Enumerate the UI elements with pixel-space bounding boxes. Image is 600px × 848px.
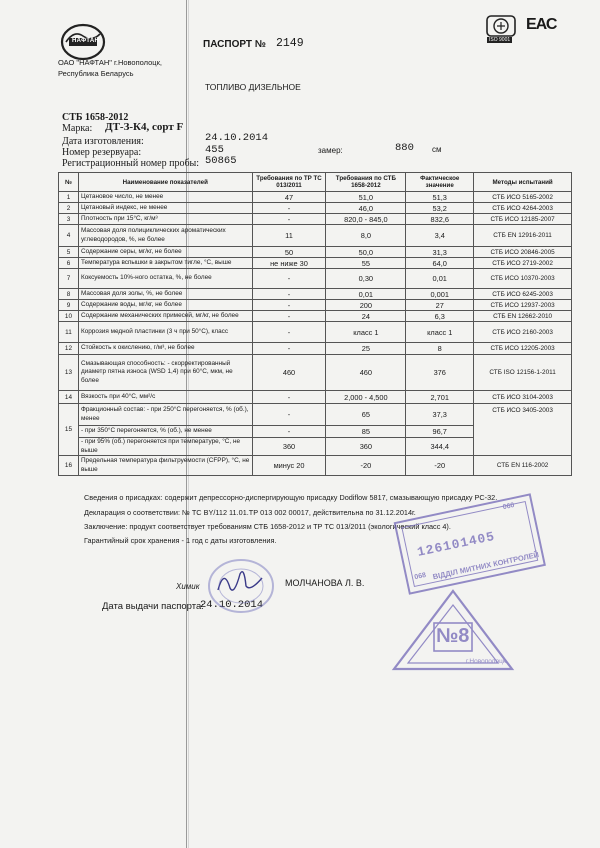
table-row [59, 192, 572, 203]
row-fact: -20 [406, 456, 474, 476]
row-method: СТБ EN 116-2002 [474, 456, 572, 476]
row-stb: 8,0 [326, 225, 406, 247]
row-stb: 50,0 [326, 247, 406, 258]
stamp-dept-name: ВІДДІЛ МИТНИХ КОНТРОЛЕЙ [431, 549, 540, 582]
reg-label: Регистрационный номер пробы: [62, 158, 200, 169]
passport-label: ПАСПОРТ № [203, 39, 266, 50]
row-tr: - [252, 300, 326, 311]
row-fact: 64,0 [406, 258, 474, 269]
row-method: СТБ ИСО 12185-2007 [474, 214, 572, 225]
row-stb: 460 [326, 355, 406, 391]
row-stb: 65 [326, 404, 406, 426]
row-tr: - [252, 343, 326, 355]
col-header-number: № [59, 173, 79, 192]
measure-unit: см [432, 145, 442, 154]
row-name: Цетановое число, не менее [78, 192, 252, 203]
row-name: Содержание серы, мг/кг, не более [78, 247, 252, 258]
row-fact: 376 [406, 355, 474, 391]
note-conclusion: Заключение: продукт соответствует требованиям СТБ 1658-2012 и ТР ТС 013/2011 (экологический класс 4). [84, 522, 451, 531]
row-stb: 0,01 [326, 289, 406, 300]
company-country: Республика Беларусь [58, 69, 134, 78]
issue-date-label: Дата выдачи паспорта: [102, 601, 204, 612]
col-header-fact: Фактическое значение [406, 173, 474, 192]
row-fact: 31,3 [406, 247, 474, 258]
row-tr: - [252, 311, 326, 322]
row-name: Фракционный состав: - при 250°С перегоняется, % (об.), менее [78, 404, 252, 426]
row-tr: - [252, 269, 326, 289]
row-tr: - [252, 404, 326, 426]
stamp-dept-code: 060 [502, 501, 516, 512]
brand-label: Марка: [62, 123, 93, 134]
note-declaration: Декларация о соответствии: № ТС BY/112 11.01.ТР 013 002 00017, действительна по 31.12.2014г. [84, 508, 416, 517]
row-fact: 0,01 [406, 269, 474, 289]
row-stb: -20 [326, 456, 406, 476]
stamp-city: г.Новополоцк [466, 658, 506, 665]
row-stb: 820,0 - 845,0 [326, 214, 406, 225]
iso-certification-mark [485, 14, 517, 44]
row-tr: - [252, 203, 326, 214]
table-row [59, 300, 572, 311]
row-stb: 25 [326, 343, 406, 355]
row-name: Стойкость к окислению, г/м³, не более [78, 343, 252, 355]
row-stb: 24 [326, 311, 406, 322]
row-method: СТБ ИСО 2719-2002 [474, 258, 572, 269]
row-number: 6 [59, 258, 79, 269]
row-name: Предельная температура фильтруемости (CFPP), °С, не выше [78, 456, 252, 476]
row-name: Коррозия медной пластинки (3 ч при 50°С), класс [78, 322, 252, 343]
tank-value: 455 [205, 144, 224, 156]
row-tr: 50 [252, 247, 326, 258]
signer-role: Химик [176, 582, 200, 591]
row-name: Вязкость при 40°С, мм²/с [78, 391, 252, 404]
row-method: СТБ ИСО 20846-2005 [474, 247, 572, 258]
table-row [59, 391, 572, 404]
tank-label: Номер резервуара: [62, 147, 142, 158]
stamp-dept-code-left: 068 [413, 571, 427, 582]
table-row [59, 225, 572, 247]
naftan-logo [60, 22, 106, 62]
round-stamp-left [205, 556, 277, 616]
date-value: 24.10.2014 [205, 132, 269, 144]
row-method: СТБ EN 12662-2010 [474, 311, 572, 322]
row-method: СТБ ИСО 2160-2003 [474, 322, 572, 343]
row-stb: 55 [326, 258, 406, 269]
triangle-stamp-number8 [388, 585, 518, 675]
row-name: Коксуемость 10%-ного остатка, %, не более [78, 269, 252, 289]
table-row [59, 355, 572, 391]
row-number: 16 [59, 456, 79, 476]
row-tr: не ниже 30 [252, 258, 326, 269]
row-fact: 832,6 [406, 214, 474, 225]
row-stb: 85 [326, 426, 406, 438]
row-fact: 8 [406, 343, 474, 355]
row-fact: 344,4 [406, 438, 474, 456]
table-row [59, 404, 572, 426]
product-standard: СТБ 1658-2012 [62, 112, 129, 123]
row-method: СТБ ИСО 3405-2003 [474, 404, 572, 456]
row-number: 8 [59, 289, 79, 300]
row-method: СТБ ISO 12156-1-2011 [474, 355, 572, 391]
table-row [59, 203, 572, 214]
row-method: СТБ ИСО 10370-2003 [474, 269, 572, 289]
row-tr: 460 [252, 355, 326, 391]
row-stb: 360 [326, 438, 406, 456]
row-tr: - [252, 289, 326, 300]
stamp-number: №8 [436, 625, 470, 647]
row-number: 2 [59, 203, 79, 214]
table-row [59, 343, 572, 355]
row-fact: 2,701 [406, 391, 474, 404]
row-method: СТБ ИСО 12205-2003 [474, 343, 572, 355]
row-tr: - [252, 426, 326, 438]
row-tr: 47 [252, 192, 326, 203]
table-row [59, 258, 572, 269]
row-method: СТБ EN 12916-2011 [474, 225, 572, 247]
passport-number: 2149 [276, 37, 304, 50]
product-title: ТОПЛИВО ДИЗЕЛЬНОЕ [205, 82, 301, 92]
table-row [59, 456, 572, 476]
row-tr: - [252, 391, 326, 404]
row-stb: 51,0 [326, 192, 406, 203]
specification-table [58, 172, 572, 476]
company-name: ОАО "НАФТАН" г.Новополоцк, [58, 58, 162, 67]
row-number: 15 [59, 404, 79, 456]
row-number: 3 [59, 214, 79, 225]
row-number: 11 [59, 322, 79, 343]
row-number: 5 [59, 247, 79, 258]
signer-name: МОЛЧАНОВА Л. В. [285, 578, 365, 588]
row-name: Массовая доля золы, %, не более [78, 289, 252, 300]
measure-value: 880 [395, 142, 414, 154]
row-tr: - [252, 322, 326, 343]
row-name: - при 350°С перегоняется, % (об.), не менее [78, 426, 252, 438]
row-fact: 51,3 [406, 192, 474, 203]
row-stb: 0,30 [326, 269, 406, 289]
table-row [59, 311, 572, 322]
row-method: СТБ ИСО 5165-2002 [474, 192, 572, 203]
row-method: СТБ ИСО 3104-2003 [474, 391, 572, 404]
table-row [59, 247, 572, 258]
row-name: Смазывающая способность: - скорректированный диаметр пятна износа (WSD 1,4) при 60°С, мкм, не более [78, 355, 252, 391]
measure-label: замер: [318, 146, 343, 155]
row-stb: 2,000 - 4,500 [326, 391, 406, 404]
col-header-stb: Требования по СТБ 1658-2012 [326, 173, 406, 192]
row-fact: 0,001 [406, 289, 474, 300]
table-header-row [59, 173, 572, 192]
row-fact: 96,7 [406, 426, 474, 438]
row-tr: 11 [252, 225, 326, 247]
col-header-method: Методы испытаний [474, 173, 572, 192]
row-number: 7 [59, 269, 79, 289]
table-row [59, 322, 572, 343]
reg-value: 50865 [205, 155, 237, 167]
brand-value: ДТ-З-К4, сорт F [105, 121, 184, 133]
row-stb: 46,0 [326, 203, 406, 214]
note-additive: Сведения о присадках: содержит депрессорно-диспергирующую присадку Dodiflow 5817, смазывающую присадку PC-32. [84, 493, 498, 502]
row-stb: класс 1 [326, 322, 406, 343]
row-tr: 360 [252, 438, 326, 456]
row-number: 4 [59, 225, 79, 247]
table-row [59, 214, 572, 225]
row-fact: 53,2 [406, 203, 474, 214]
col-header-name: Наименование показателей [78, 173, 252, 192]
stamp-dept-number: 126101405 [415, 528, 497, 560]
row-fact: класс 1 [406, 322, 474, 343]
eac-mark: ЕАС [526, 16, 557, 33]
row-method: СТБ ИСО 4264-2003 [474, 203, 572, 214]
issue-date-value: 24.10.2014 [200, 599, 264, 611]
row-number: 13 [59, 355, 79, 391]
row-method: СТБ ИСО 6245-2003 [474, 289, 572, 300]
iso-label: ISO 9001 [489, 37, 511, 43]
note-warranty: Гарантийный срок хранения - 1 год с даты изготовления. [84, 536, 277, 545]
row-fact: 3,4 [406, 225, 474, 247]
row-number: 9 [59, 300, 79, 311]
row-number: 1 [59, 192, 79, 203]
logo-text: НАФТАН [72, 38, 100, 44]
row-name: Температура вспышки в закрытом тигле, °С, выше [78, 258, 252, 269]
row-fact: 37,3 [406, 404, 474, 426]
row-stb: 200 [326, 300, 406, 311]
row-tr: минус 20 [252, 456, 326, 476]
row-number: 10 [59, 311, 79, 322]
date-label: Дата изготовления: [62, 136, 144, 147]
row-name: Массовая доля полициклических ароматических углеводородов, %, не более [78, 225, 252, 247]
row-number: 14 [59, 391, 79, 404]
row-fact: 6,3 [406, 311, 474, 322]
row-name: Цетановый индекс, не менее [78, 203, 252, 214]
row-tr: - [252, 214, 326, 225]
row-name: - при 95% (об.) перегоняется при температуре, °С, не выше [78, 438, 252, 456]
table-row [59, 289, 572, 300]
row-name: Содержание механических примесей, мг/кг, не более [78, 311, 252, 322]
row-number: 12 [59, 343, 79, 355]
col-header-tr: Требования по ТР ТС 013/2011 [252, 173, 326, 192]
row-name: Содержание воды, мг/кг, не более [78, 300, 252, 311]
row-method: СТБ ИСО 12937-2003 [474, 300, 572, 311]
table-row [59, 269, 572, 289]
row-name: Плотность при 15°С, кг/м³ [78, 214, 252, 225]
row-fact: 27 [406, 300, 474, 311]
